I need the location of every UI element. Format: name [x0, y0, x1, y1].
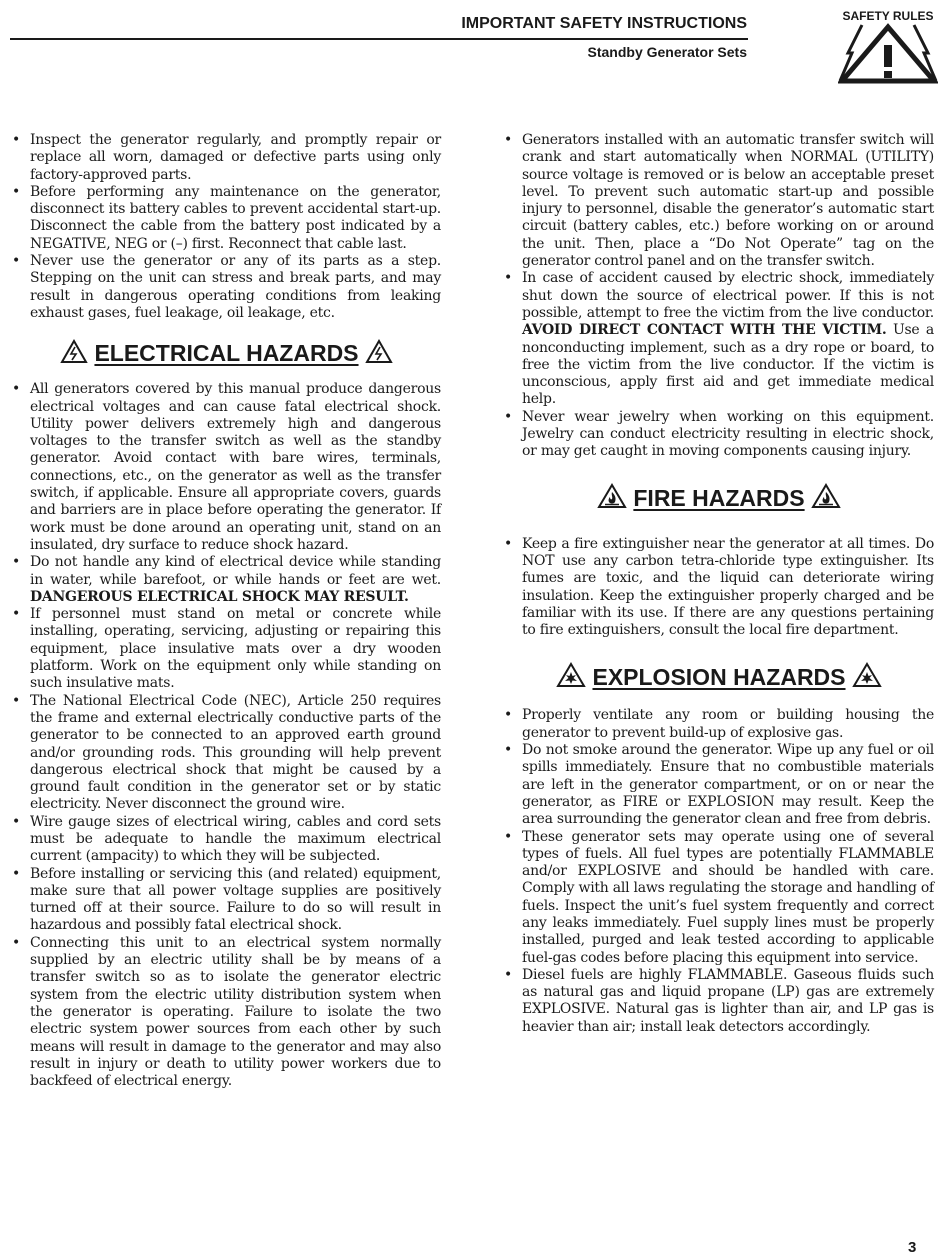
electrical-hazard-icon: [365, 339, 393, 364]
list-item: • Never use the generator or any of its parts as a step. Stepping on the unit can stress and break parts, and may result in dangerous operating conditions from leaking exhaust gases, fuel leakage, oil leakage, etc.: [12, 253, 441, 322]
electrical-hazards-list-continued: [504, 132, 934, 461]
explosion-hazards-list: [504, 707, 934, 1036]
document-title: IMPORTANT SAFETY INSTRUCTIONS: [461, 15, 747, 32]
electrical-hazards-heading: [12, 339, 441, 367]
item-text: In case of accident caused by electric shock, immediately shut down the source of electrical power. If this is not possible, attempt to free the victim from the live conductor.: [522, 270, 934, 321]
electrical-hazards-list: [12, 381, 441, 1090]
warning-text: DANGEROUS ELECTRICAL SHOCK MAY RESULT.: [30, 588, 409, 605]
explosion-hazards-heading: [504, 662, 934, 691]
warning-text: AVOID DIRECT CONTACT WITH THE VICTIM.: [522, 322, 887, 339]
fire-hazards-heading: [504, 483, 934, 512]
safety-rules-label: SAFETY RULES: [842, 9, 934, 23]
item-text: Use a nonconducting implement, such as a dry rope or board, to free the victim from the live conductor. If the victim is unconscious, apply first aid and get immediate medical help.: [522, 322, 934, 408]
general-safety-list: [12, 132, 441, 322]
list-item: • Diesel fuels are highly FLAMMABLE. Gaseous fluids such as natural gas and liquid propane (LP) gas are extremely EXPLOSIVE. Natural gas is lighter than air, and LP gas is heavier than air; install leak detectors accordingly.: [504, 967, 934, 1036]
document-subtitle: Standby Generator Sets: [587, 44, 747, 60]
list-item: • These generator sets may operate using one of several types of fuels. All fuel types are potentially FLAMMABLE and/or EXPLOSIVE and should be handled with care. Comply with all laws regulating the storage and handling of fuels. Inspect the unit’s fuel system frequently and correct any leaks immediately. Fuel supply lines must be properly installed, purged and leak tested according to applicable fuel-gas codes before placing this equipment into service.: [504, 829, 934, 967]
fire-hazard-icon: [597, 483, 627, 509]
section-title: EXPLOSION HAZARDS: [592, 664, 846, 691]
page-number: 3: [908, 1239, 917, 1256]
high-voltage-warning-icon: [838, 23, 938, 85]
fire-hazards-list: [504, 536, 934, 640]
left-column: [12, 132, 441, 1090]
list-item: • Before installing or servicing this (and related) equipment, make sure that all power voltage supplies are positively turned off at their source. Failure to do so will result in hazardous and possibly fatal electrical shock.: [12, 866, 441, 935]
section-title: ELECTRICAL HAZARDS: [94, 340, 359, 367]
item-text: Do not handle any kind of electrical device while standing in water, while barefoot, or while hands or feet are wet.: [30, 554, 441, 588]
list-item: • If personnel must stand on metal or concrete while installing, operating, servicing, adjusting or repairing this equipment, place insulative mats over a dry wooden platform. Work on the equipment only while standing on such insulative mats.: [12, 606, 441, 692]
fire-hazard-icon: [811, 483, 841, 509]
list-item: • Keep a fire extinguisher near the generator at all times. Do NOT use any carbon tetra-chloride type extinguisher. Its fumes are toxic, and the liquid can deteriorate wiring insulation. Keep the extinguisher properly charged and be familiar with its use. If there are any questions pertaining to fire extinguishers, consult the local fire department.: [504, 536, 934, 640]
list-item: • Wire gauge sizes of electrical wiring, cables and cord sets must be adequate to handle the maximum electrical current (ampacity) to which they will be subjected.: [12, 814, 441, 866]
section-title: FIRE HAZARDS: [633, 484, 805, 511]
list-item: • Connecting this unit to an electrical system normally supplied by an electric utility shall be by means of a transfer switch so as to isolate the generator electric system from the electric utility distribution system when the generator is operating. Failure to isolate the two electric system power sources from each other by such means will result in damage to the generator and may also result in injury or death to utility power workers due to backfeed of electrical energy.: [12, 935, 441, 1091]
explosion-hazard-icon: [852, 662, 882, 688]
list-item: • Properly ventilate any room or building housing the generator to prevent build-up of explosive gas.: [504, 707, 934, 742]
list-item: [504, 270, 934, 408]
list-item: • Inspect the generator regularly, and promptly repair or replace all worn, damaged or defective parts using only factory-approved parts.: [12, 132, 441, 184]
explosion-hazard-icon: [556, 662, 586, 688]
list-item: • Never wear jewelry when working on this equipment. Jewelry can conduct electricity resulting in electric shock, or may get caught in moving components causing injury.: [504, 409, 934, 461]
list-item: • The National Electrical Code (NEC), Article 250 requires the frame and external electrically conductive parts of the generator to be connected to an approved earth ground and/or grounding rods. This grounding will help prevent dangerous electrical shock that might be caused by a ground fault condition in the generator set or by static electricity. Never disconnect the ground wire.: [12, 693, 441, 814]
list-item: • Generators installed with an automatic transfer switch will crank and start automatically when NORMAL (UTILITY) source voltage is removed or is below an acceptable preset level. To prevent such automatic start-up and possible injury to personnel, disable the generator’s automatic start circuit (battery cables, etc.) before working on or around the unit. Then, place a “Do Not Operate” tag on the generator control panel and on the transfer switch.: [504, 132, 934, 270]
header-rule: [10, 38, 748, 40]
list-item: • All generators covered by this manual produce dangerous electrical voltages and can cause fatal electrical shock. Utility power delivers extremely high and dangerous voltages to the transfer switch as well as the standby generator. Avoid contact with bare wires, terminals, connections, etc., on the generator as well as the transfer switch, if applicable. Ensure all appropriate covers, guards and barriers are in place before operating the generator. If work must be done around an operating unit, stand on an insulated, dry surface to reduce shock hazard.: [12, 381, 441, 554]
right-column: [504, 132, 934, 1036]
electrical-hazard-icon: [60, 339, 88, 364]
list-item: • Before performing any maintenance on the generator, disconnect its battery cables to prevent accidental start-up. Disconnect the cable from the battery post indicated by a NEGATIVE, NEG or (–) first. Reconnect that cable last.: [12, 184, 441, 253]
list-item: [12, 554, 441, 606]
list-item: • Do not smoke around the generator. Wipe up any fuel or oil spills immediately. Ensure that no combustible materials are left in the generator compartment, or on or near the generator, as FIRE or EXPLOSION may result. Keep the area surrounding the generator clean and free from debris.: [504, 742, 934, 828]
